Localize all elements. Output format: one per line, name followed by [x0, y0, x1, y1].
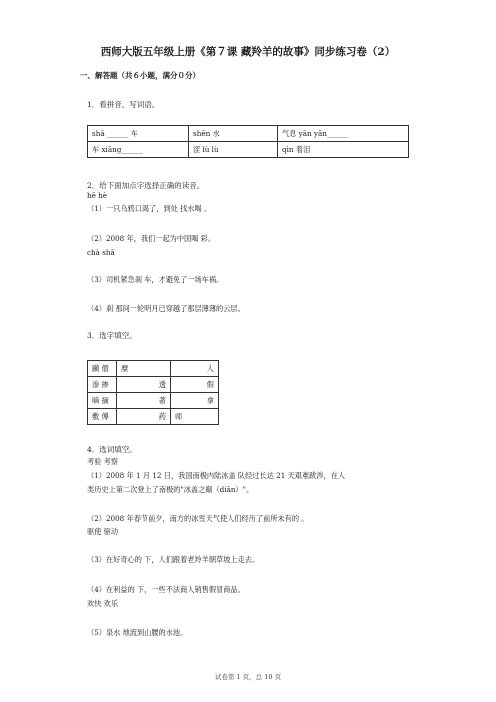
- q2-item-4: （4）刹 那间一轮明月已穿越了那层薄薄的云层。: [87, 304, 245, 313]
- table-cell: 师: [171, 409, 219, 425]
- table-row: [88, 142, 409, 158]
- page-footer: 试卷第 1 页，总 10 页: [214, 673, 282, 681]
- q4-item-4: （4）在利益的 下，一些不法商人销售假冒商品。: [87, 585, 245, 594]
- table-cell: 透: [117, 377, 171, 393]
- q3-table: [87, 360, 219, 425]
- q4-word-options-2: 驱使 驱动: [87, 527, 119, 536]
- table-cell: qìn 着泪: [278, 142, 409, 158]
- q4-item-3: （3）在好奇心的 下，人们跟着老羚羊朝草坡上走去。: [87, 555, 260, 564]
- table-cell: 敷 傅: [88, 409, 117, 425]
- table-cell: 人: [171, 361, 219, 377]
- q4-item-1-line-2: 类历史上第二次登上了南极的"冰盖之巅（diān）"。: [87, 485, 254, 494]
- table-row: [88, 126, 409, 142]
- q2-pinyin-options-1: hē hè: [87, 191, 108, 200]
- q4-stem: 4．选词填空。: [87, 445, 137, 454]
- table-cell: 糜: [117, 361, 171, 377]
- q1-stem: 1．看拼音，写词语。: [87, 100, 160, 109]
- table-cell: 拿: [171, 393, 219, 409]
- table-cell: 渗 掺: [88, 377, 117, 393]
- q2-stem: 2．给下面加点字选择正确的读音。: [87, 181, 205, 190]
- table-cell: 气息 yān yān______: [278, 126, 409, 142]
- q2-item-2: （2）2008 年，我们一起为中国喝 彩。: [87, 234, 216, 243]
- q2-item-3: （3）司机紧急刹 车，才避免了一场车祸。: [87, 275, 224, 284]
- table-cell: 涩 lù lù: [189, 142, 278, 158]
- table-cell: 药: [117, 409, 171, 425]
- table-row: [88, 377, 219, 393]
- table-cell: 躏 僧: [88, 361, 117, 377]
- section-heading: 一、解答题（共６小题，满分０分）: [80, 71, 200, 80]
- table-cell: 假: [171, 377, 219, 393]
- table-row: [88, 361, 219, 377]
- q3-stem: 3．选字填空。: [87, 331, 137, 340]
- table-cell: 著: [117, 393, 171, 409]
- q2-pinyin-options-2: chà shā: [87, 248, 115, 257]
- table-cell: shēn 水: [189, 126, 278, 142]
- q2-item-1: （1）一只乌鸦口渴了，到处 找水喝 。: [87, 204, 212, 213]
- table-row: [88, 409, 219, 425]
- q1-table: [87, 125, 409, 158]
- table-cell: 嘀 摘: [88, 393, 117, 409]
- table-row: [88, 393, 219, 409]
- q4-item-2: （2）2008 年春节前夕，南方的冰雪天气使人们经历了前所未有的 。: [87, 514, 309, 523]
- q4-item-5: （5）泉水 地流到山腰的水池。: [87, 628, 188, 637]
- page-title: 西师大版五年级上册《第７课 藏羚羊的故事》同步练习卷（2）: [100, 46, 396, 58]
- q4-item-1-line-1: （1）2008 年 1 月 12 日，我国南极内陆冰盖 队经过长达 21 天艰难跋涉，在人: [87, 471, 346, 480]
- table-cell: 车 xiāng______: [88, 142, 189, 158]
- q4-word-options-1: 考验 考察: [87, 457, 119, 466]
- table-cell: shā ______ 车: [88, 126, 189, 142]
- q4-word-options-3: 欢快 欢乐: [87, 599, 119, 608]
